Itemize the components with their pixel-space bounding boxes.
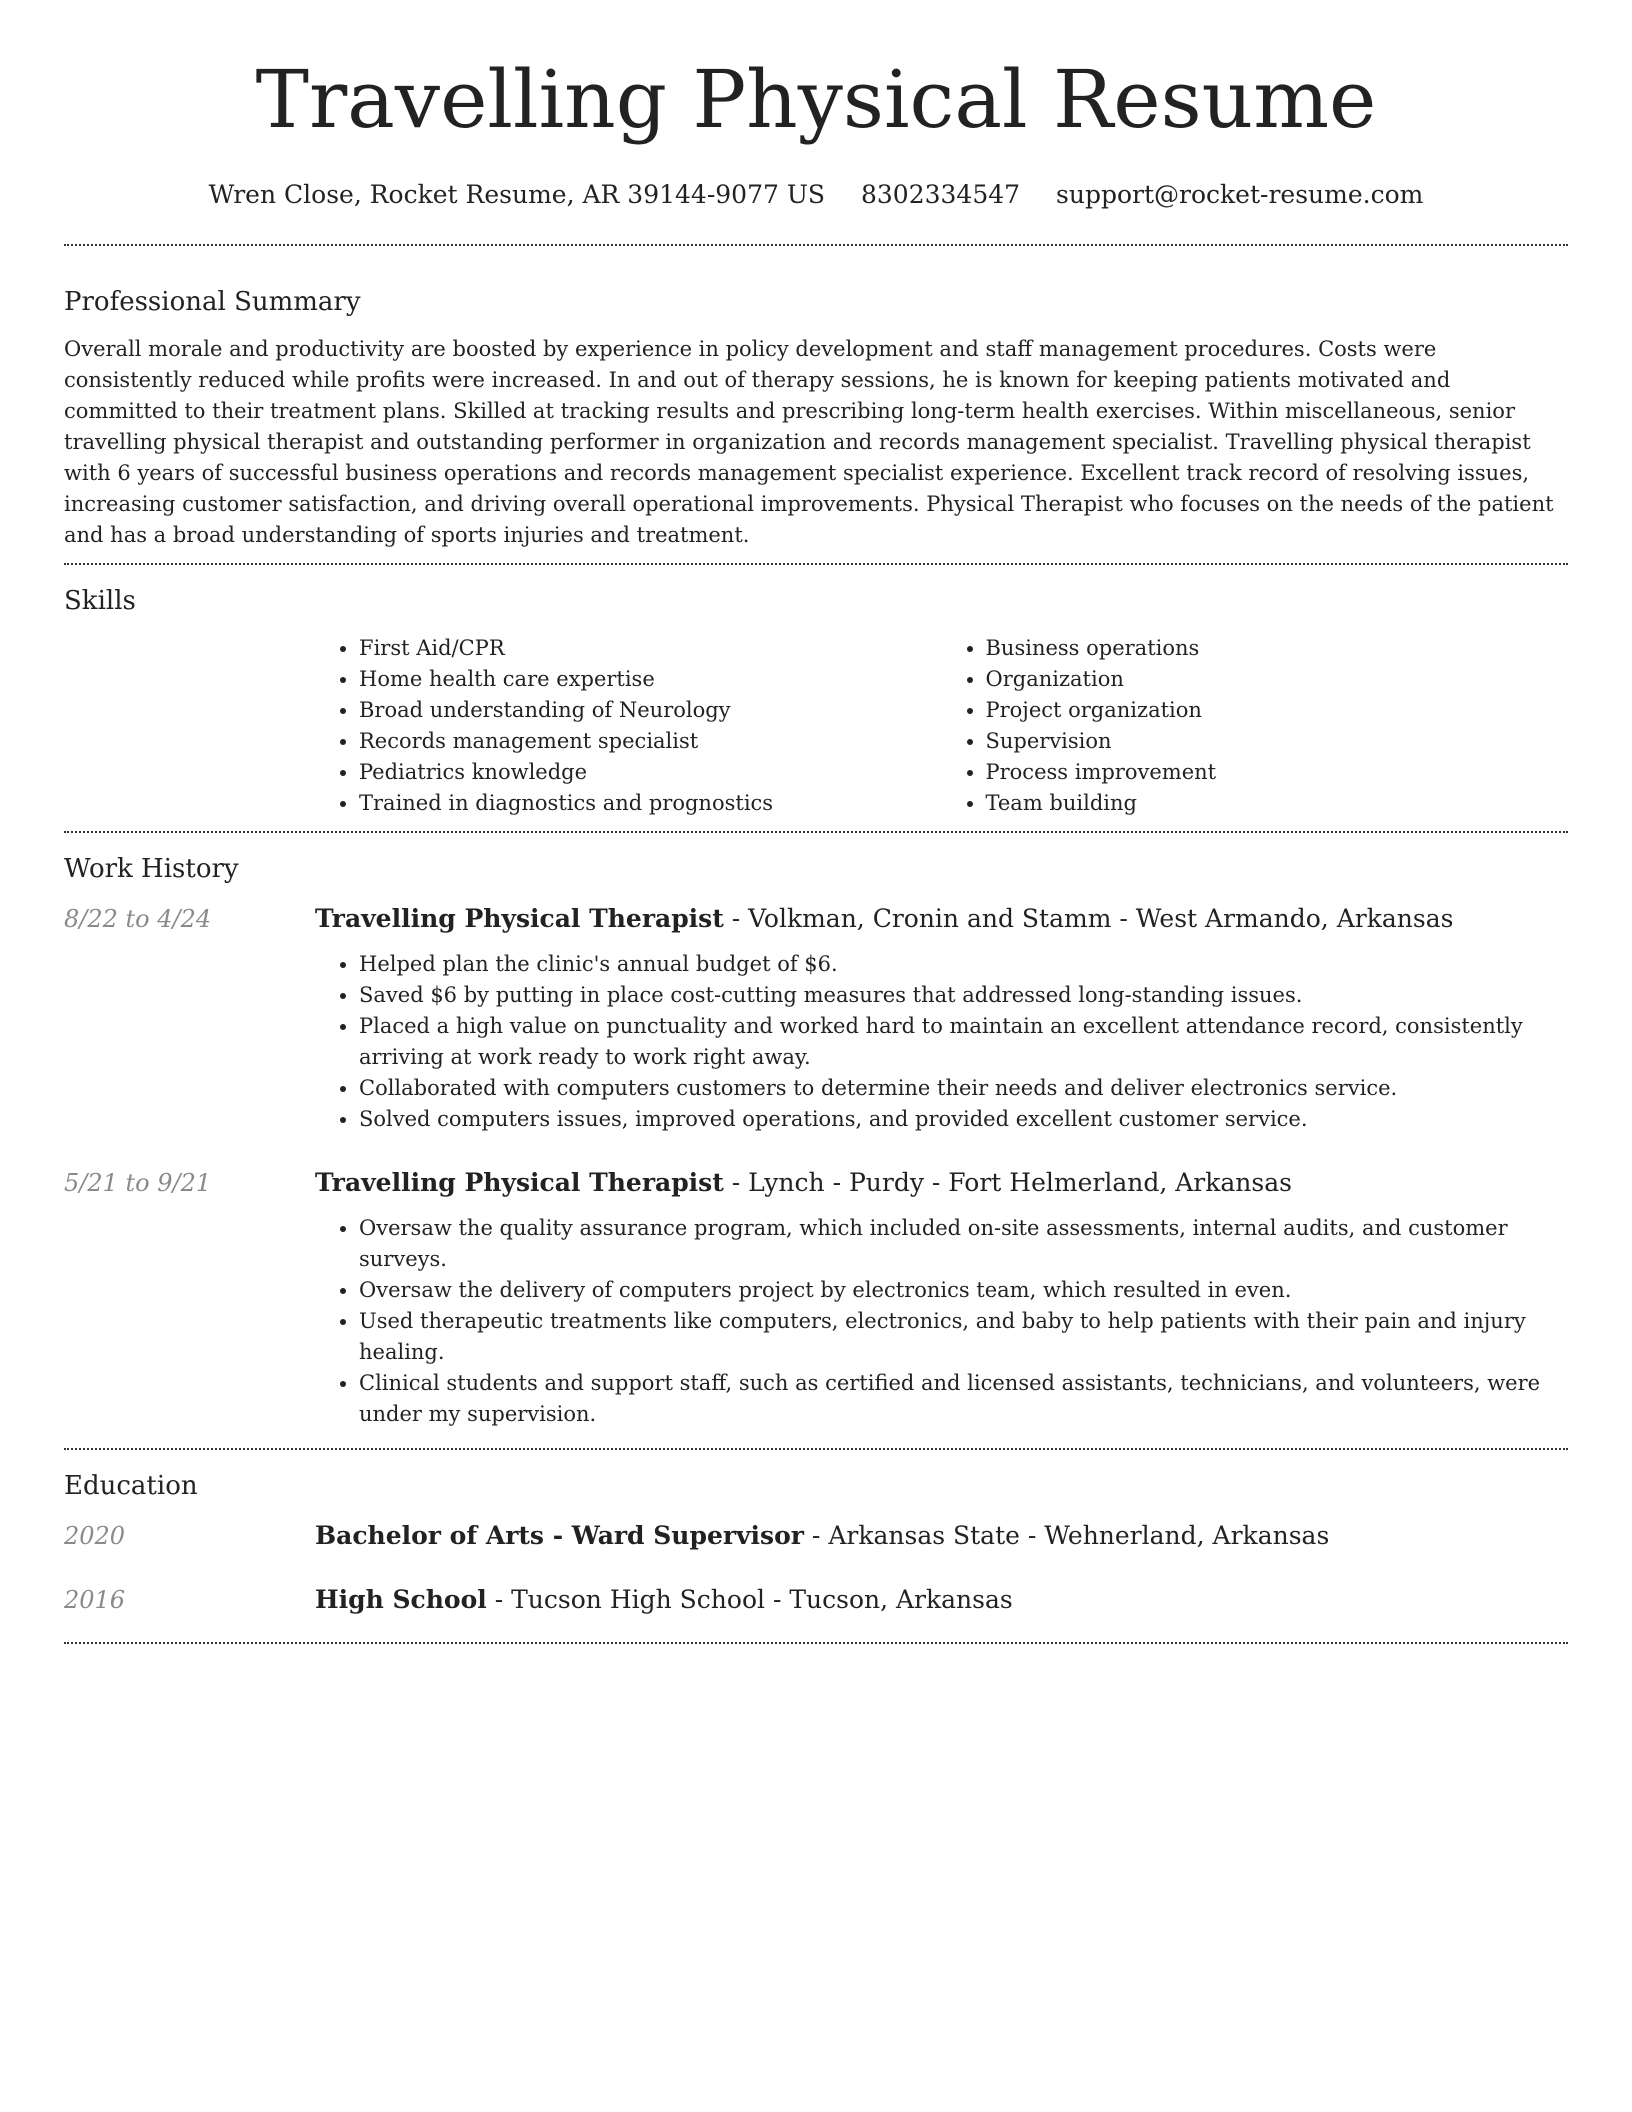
education-entry (64, 1518, 1568, 1554)
section-title-summary: Professional Summary (64, 287, 361, 317)
job-bullets (315, 1213, 1568, 1430)
job-title (315, 1165, 1292, 1201)
job-bullet: • Oversaw the delivery of computers project by electronics team, which resulted in even. (359, 1275, 1568, 1306)
resume-header (64, 0, 1568, 212)
education-section (64, 1450, 1568, 1642)
skill-item: • Process improvement (986, 757, 1569, 788)
job-bullets (315, 949, 1568, 1135)
education-title (315, 1582, 1013, 1618)
skills-columns (315, 633, 1568, 819)
job-bullet: • Solved computers issues, improved operations, and provided excellent customer service. (359, 1104, 1568, 1135)
skill-item: • Team building (986, 788, 1569, 819)
summary-section (64, 246, 1568, 563)
resume-name: Travelling Physical Resume (255, 53, 1377, 146)
skill-item: • Records management specialist (359, 726, 942, 757)
job-header (64, 901, 1568, 937)
contact-address: Wren Close, Rocket Resume, AR 39144-9077 US (208, 180, 826, 209)
job-bullet: • Oversaw the quality assurance program, which included on-site assessments, internal audits, and customer surveys. (359, 1213, 1568, 1275)
education-title (315, 1518, 1329, 1554)
job-entry (64, 901, 1568, 1135)
skill-item: • Broad understanding of Neurology (359, 695, 942, 726)
job-bullet: • Helped plan the clinic's annual budget of $6. (359, 949, 1568, 980)
skills-list-left (315, 633, 942, 819)
skill-item: • First Aid/CPR (359, 633, 942, 664)
skills-section (64, 565, 1568, 831)
contact-line (64, 178, 1568, 212)
education-school-location: - Tucson High School - Tucson, Arkansas (486, 1585, 1013, 1614)
skill-item: • Trained in diagnostics and prognostics (359, 788, 942, 819)
job-bullet: • Placed a high value on punctuality and worked hard to maintain an excellent attendance record, consistently arriving at work ready to work right away. (359, 1011, 1568, 1073)
section-divider (64, 1642, 1568, 1644)
job-employer-location: - Lynch - Purdy - Fort Helmerland, Arkansas (723, 1168, 1292, 1197)
education-year: 2020 (64, 1522, 126, 1550)
job-position: Travelling Physical Therapist (315, 1168, 724, 1197)
job-dates: 5/21 to 9/21 (64, 1169, 212, 1197)
contact-email: support@rocket-resume.com (1056, 180, 1424, 209)
job-header (64, 1165, 1568, 1201)
education-degree: Bachelor of Arts - Ward Supervisor (315, 1521, 804, 1550)
skill-item: • Pediatrics knowledge (359, 757, 942, 788)
job-bullet: • Clinical students and support staff, such as certified and licensed assistants, technicians, and volunteers, were under my supervision. (359, 1368, 1568, 1430)
work-history-section (64, 833, 1568, 1448)
job-bullet: • Collaborated with computers customers to determine their needs and deliver electronics service. (359, 1073, 1568, 1104)
job-entry (64, 1165, 1568, 1430)
education-school-location: - Arkansas State - Wehnerland, Arkansas (803, 1521, 1330, 1550)
skill-item: • Business operations (986, 633, 1569, 664)
job-bullet: • Used therapeutic treatments like computers, electronics, and baby to help patients with their pain and injury healing. (359, 1306, 1568, 1368)
education-entry (64, 1582, 1568, 1618)
section-title-education: Education (64, 1471, 198, 1501)
job-title (315, 901, 1453, 937)
section-title-skills: Skills (64, 586, 136, 616)
skill-item: • Organization (986, 664, 1569, 695)
education-degree: High School (315, 1585, 487, 1614)
skill-item: • Supervision (986, 726, 1569, 757)
job-bullet: • Saved $6 by putting in place cost-cutting measures that addressed long-standing issues. (359, 980, 1568, 1011)
education-year: 2016 (64, 1586, 126, 1614)
skills-list-right (942, 633, 1569, 819)
job-dates: 8/22 to 4/24 (64, 905, 212, 933)
job-employer-location: - Volkman, Cronin and Stamm - West Armando, Arkansas (723, 904, 1454, 933)
skill-item: • Project organization (986, 695, 1569, 726)
contact-phone: 8302334547 (861, 180, 1021, 209)
section-title-work-history: Work History (64, 854, 239, 884)
skill-item: • Home health care expertise (359, 664, 942, 695)
summary-text: Overall morale and productivity are boosted by experience in policy development and staff management procedures. Costs were consistently reduced while profits were increased. In and out of therapy sessions, he is known for keeping patients motivated and committed to their treatment plans. Skilled at tracking results and prescribing long-term health exercises. Within miscellaneous, senior travelling physical therapist and outstanding performer in organization and records management specialist. Travelling physical therapist with 6 years of successful business operations and records management specialist experience. Excellent track record of resolving issues, increasing customer satisfaction, and driving overall operational improvements. Physical Therapist who focuses on the needs of the patient and has a broad understanding of sports injuries and treatment. (64, 337, 1554, 547)
job-position: Travelling Physical Therapist (315, 904, 724, 933)
